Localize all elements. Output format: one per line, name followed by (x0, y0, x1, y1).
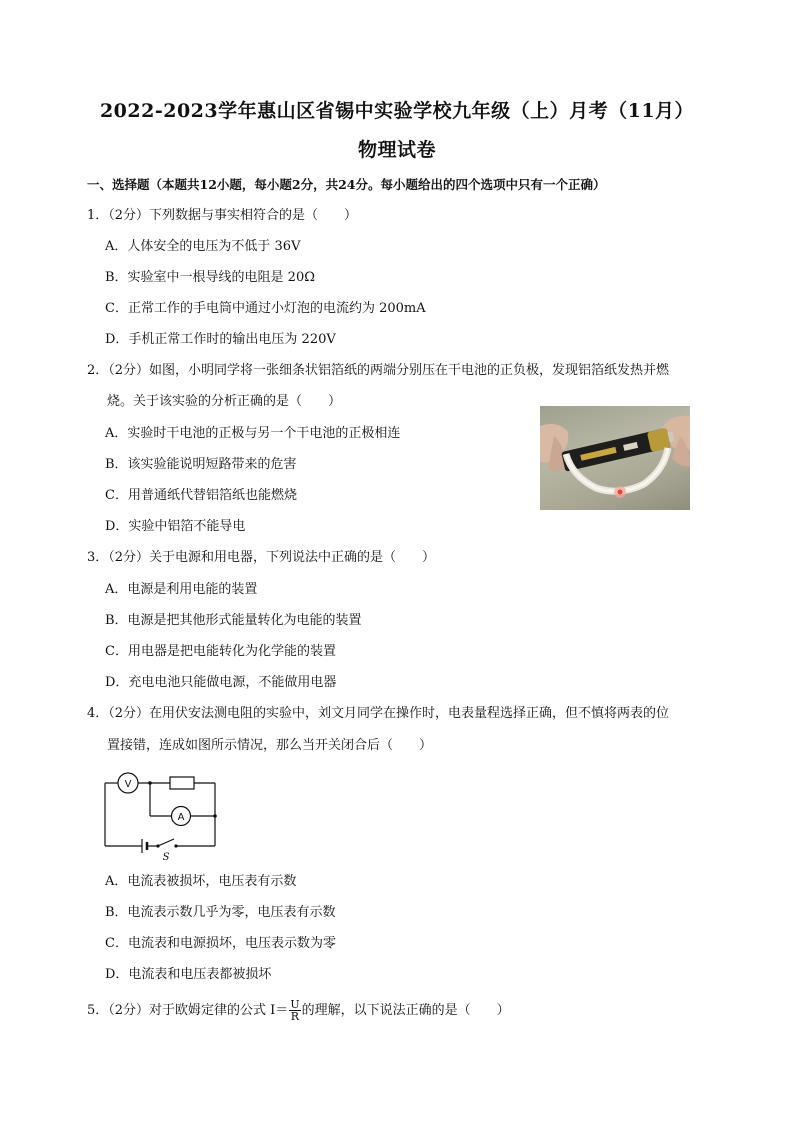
question-4-option-c: C．电流表和电源损坏，电压表示数为零 (105, 936, 336, 951)
question-5-stem-pre: 5．（2分）对于欧姆定律的公式 I＝ (87, 1003, 289, 1018)
ammeter-symbol (172, 807, 191, 826)
question-3-option-d: D．充电电池只能做电源，不能做用电器 (105, 675, 337, 690)
battery-foil-photo (540, 406, 690, 510)
question-2-option-c: C．用普通纸代替铝箔纸也能燃烧 (105, 488, 297, 503)
voltmeter-symbol (118, 773, 138, 793)
question-5-stem-post: 的理解，以下说法正确的是（ ） (301, 1003, 510, 1018)
question-4-option-b: B．电流表示数几乎为零，电压表有示数 (105, 905, 336, 920)
fraction-denominator: R (290, 1010, 300, 1023)
question-2-option-b: B．该实验能说明短路带来的危害 (105, 457, 297, 472)
question-2-stem: 2．（2分）如图，小明同学将一张细条状铝箔纸的两端分别压在干电池的正负极，发现铝箔纸发热并燃 (87, 363, 670, 378)
question-1-stem: 1．（2分）下列数据与事实相符合的是（ ） (87, 208, 358, 223)
section-heading: 一、选择题（本题共12小题，每小题2分，共24分。每小题给出的四个选项中只有一个正确） (87, 177, 606, 192)
fraction-numerator: U (290, 998, 300, 1011)
question-5-stem (87, 999, 510, 1022)
switch-label: S (162, 852, 170, 863)
question-2-option-a: A．实验时干电池的正极与另一个干电池的正极相连 (105, 426, 401, 441)
question-2-stem-cont: 烧。关于该实验的分析正确的是（ ） (107, 394, 342, 409)
exam-title-line2: 物理试卷 (357, 139, 436, 161)
question-3-option-a: A．电源是利用电能的装置 (105, 582, 258, 597)
question-3-option-c: C．用电器是把电能转化为化学能的装置 (105, 644, 336, 659)
question-1-option-b: B．实验室中一根导线的电阻是 20Ω (105, 270, 316, 285)
voltmeter-label: V (124, 779, 132, 790)
question-3-option-b: B．电源是把其他形式能量转化为电能的装置 (105, 613, 362, 628)
ohms-law-fraction (289, 999, 300, 1022)
question-4-option-d: D．电流表和电压表都被损坏 (105, 967, 272, 982)
question-1-option-c: C．正常工作的手电筒中通过小灯泡的电流约为 200mA (105, 301, 426, 316)
circuit-diagram (100, 768, 225, 863)
question-4-stem: 4．（2分）在用伏安法测电阻的实验中，刘文月同学在操作时，电表量程选择正确，但不慎将两表的位 (87, 706, 670, 721)
question-2-option-d: D．实验中铝箔不能导电 (105, 519, 246, 534)
question-4-option-a: A．电流表被损坏，电压表有示数 (105, 874, 297, 889)
question-1-option-d: D．手机正常工作时的输出电压为 220V (105, 332, 336, 347)
question-3-stem: 3．（2分）关于电源和用电器，下列说法中正确的是（ ） (87, 550, 436, 565)
question-4-stem-cont: 置接错，连成如图所示情况，那么当开关闭合后（ ） (107, 738, 433, 753)
ammeter-label: A (177, 812, 185, 823)
question-1-option-a: A．人体安全的电压为不低于 36V (105, 239, 301, 254)
exam-title-line1: 2022-2023学年惠山区省锡中实验学校九年级（上）月考（11月） (99, 100, 695, 122)
battery-foil-illustration (540, 406, 690, 510)
